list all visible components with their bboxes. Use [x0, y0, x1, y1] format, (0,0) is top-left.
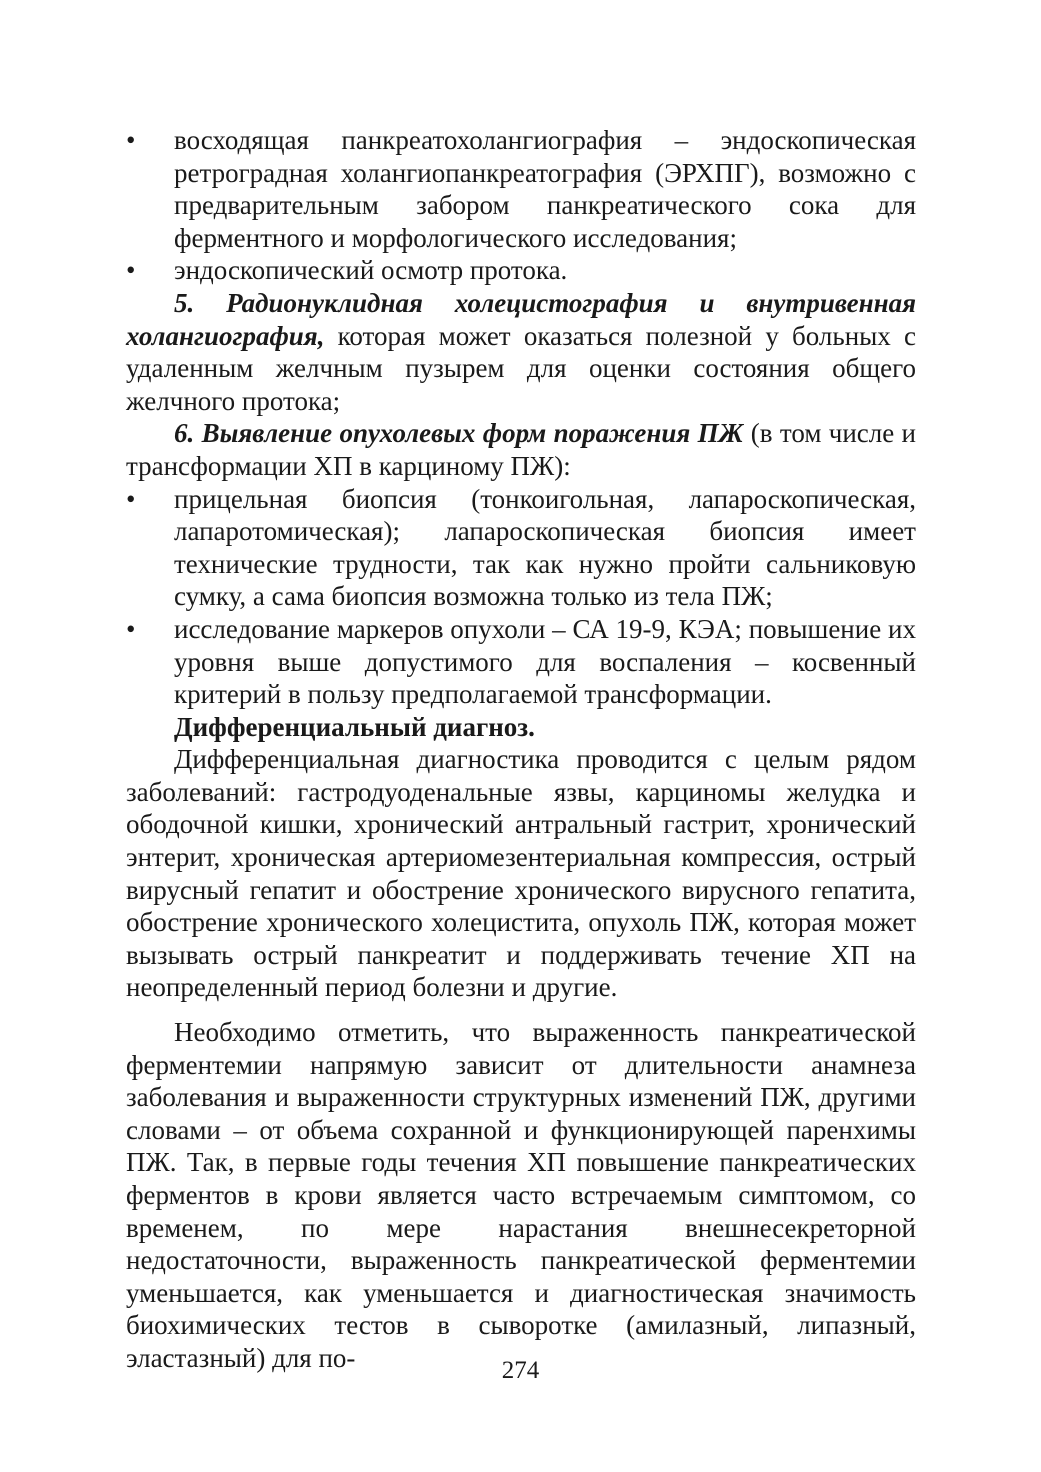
bullet-icon: • — [126, 613, 136, 644]
item-6-text: (в том числе и трансформации ХП в карциному ПЖ): — [126, 418, 916, 481]
page-body — [126, 124, 916, 1375]
bullet-icon: • — [126, 255, 136, 286]
list-item-text: исследование маркеров опухоли – СА 19-9, КЭА; повышение их уровня выше допустимого для воспаления – косвенный критерий в пользу предполагаемой трансформации. — [174, 613, 916, 710]
item-6-paragraph — [126, 417, 916, 482]
paragraph-differential: Дифференциальная диагностика проводится с целым рядом заболеваний: гастродуоденальные язвы, карциномы желудка и ободочной кишки, хронический антральный гастрит, хронический энтерит, хроническая артериомезентериальная компрессия, острый вирусный гепатит и обострение хронического вирусного гепатита, обострение хронического холецистита, опухоль ПЖ, которая может вызывать острый панкреатит и поддерживать течение ХП на неопределенный период болезни и другие. — [126, 744, 916, 1003]
page-number: 274 — [501, 1357, 540, 1384]
bullet-icon: • — [126, 483, 136, 514]
list-item — [126, 124, 916, 254]
item-5-lead: 5. Радионуклидная холецистография и внутривенная холангиография, — [126, 287, 916, 351]
list-item-text: восходящая панкреатохолангиография – эндоскопическая ретроградная холангиопанкреатография (ЭРХПГ), возможно с предварительным забором панкреатического сока для ферментного и морфологического исследования; — [174, 125, 916, 253]
list-item-text: прицельная биопсия (тонкоигольная, лапароскопическая, лапаротомическая); лапароскопическая биопсия имеет технические трудности, так как нужно пройти сальниковую сумку, а сама биопсия возможна только из тела ПЖ; — [174, 483, 916, 612]
item-5-paragraph — [126, 287, 916, 417]
paragraph-enzymes: Необходимо отметить, что выраженность панкреатической ферментемии напрямую зависит от длительности анамнеза заболевания и выраженности структурных изменений ПЖ, другими словами – от объема сохранной и функционирующей паренхимы ПЖ. Так, в первые годы течения ХП повышение панкреатических ферментов в крови является часто встречаемым симптомом, со временем, по мере нарастания внешнесекреторной недостаточности, выраженность панкреатической ферментемии уменьшается, как уменьшается и диагностическая значимость биохимических тестов в сыворотке (амилазный, липазный, эластазный) для по- — [126, 1017, 916, 1373]
item-6-lead: 6. Выявление опухолевых форм поражения ПЖ — [174, 418, 744, 449]
list-item — [126, 483, 916, 613]
list-item — [126, 254, 916, 287]
list-item-text: эндоскопический осмотр протока. — [174, 255, 568, 286]
bullet-list-methods — [126, 124, 916, 287]
item-5-text: которая может оказаться полезной у больных с удаленным желчным пузырем для оценки состояния общего желчного протока; — [126, 320, 916, 416]
list-item — [126, 613, 916, 711]
section-heading: Дифференциальный диагноз. — [174, 711, 535, 742]
bullet-list-tumor — [126, 483, 916, 711]
bullet-icon: • — [126, 125, 136, 155]
